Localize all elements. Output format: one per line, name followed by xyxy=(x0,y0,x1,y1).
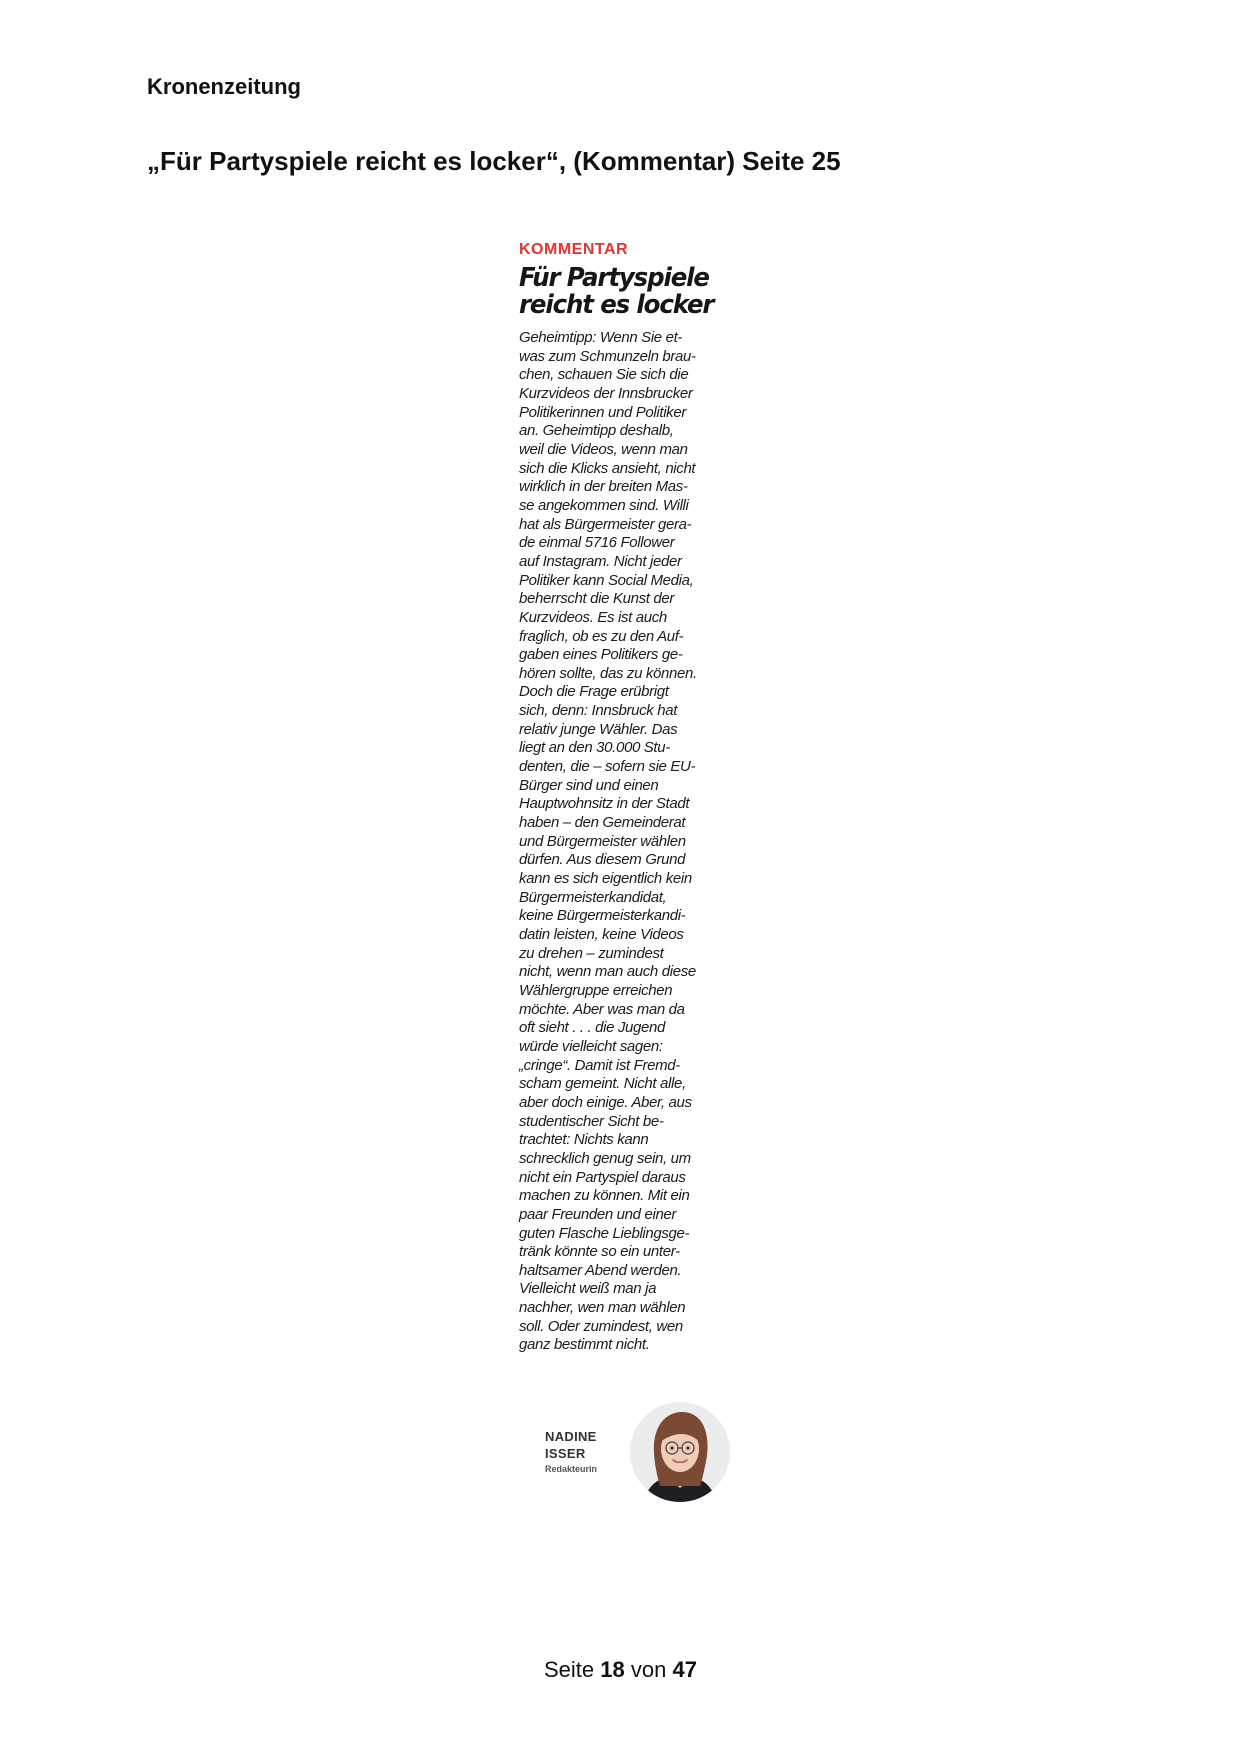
article-body-line: datin leisten, keine Videos xyxy=(519,926,684,943)
article-body-line: keine Bürgermeisterkandi- xyxy=(519,907,686,925)
article-body-line: nicht ein Partyspiel daraus xyxy=(519,1168,686,1186)
article-body-line: nachher, wen man wählen xyxy=(519,1299,686,1317)
article-body-line: wirklich in der breiten Mas- xyxy=(519,478,688,496)
author-last-name: ISSER xyxy=(545,1446,586,1461)
article-kicker: KOMMENTAR xyxy=(519,241,629,258)
article-body-line: nicht, wenn man auch diese xyxy=(519,963,696,981)
article-body-line: Bürger sind und einen xyxy=(519,776,659,794)
article-body-line: machen zu können. Mit ein xyxy=(519,1187,690,1205)
article-body-line: trachtet: Nichts kann xyxy=(519,1131,649,1149)
article-body-line: ganz bestimmt nicht. xyxy=(519,1336,650,1354)
author-role: Redakteurin xyxy=(545,1464,598,1474)
article-body-line: haben – den Gemeinderat xyxy=(519,814,686,832)
article-body-line: Politikerinnen und Politiker xyxy=(519,403,686,421)
portrait-photo-icon xyxy=(630,1402,730,1502)
article-body-line: gaben eines Politikers ge- xyxy=(519,646,683,664)
article-body-line: Hauptwohnsitz in der Stadt xyxy=(519,795,690,813)
article-body-line: scham gemeint. Nicht alle, xyxy=(519,1075,686,1093)
footer-separator: von xyxy=(630,1657,667,1682)
article-body-line: aber doch einige. Aber, aus xyxy=(519,1093,692,1111)
author-first-name: NADINE xyxy=(545,1429,597,1444)
article-body-line: guten Flasche Lieblingsge- xyxy=(519,1224,690,1242)
article-body-line: Vielleicht weiß man ja xyxy=(519,1280,657,1298)
article-body-line: weil die Videos, wenn man xyxy=(519,440,688,458)
article-body-line: an. Geheimtipp deshalb, xyxy=(519,422,674,440)
article-body-line: Politiker kann Social Media, xyxy=(519,571,694,589)
article-body-line: relativ junge Wähler. Das xyxy=(519,720,678,738)
article-body-line: kann es sich eigentlich kein xyxy=(519,870,692,888)
article-body-line: Wählergruppe erreichen xyxy=(519,981,673,999)
article-body-line: beherrscht die Kunst der xyxy=(519,590,675,608)
headline-line: reicht es locker xyxy=(519,290,714,320)
author-name xyxy=(545,1428,597,1462)
article-headline xyxy=(519,265,724,319)
article-body-line: studentischer Sicht be- xyxy=(519,1112,664,1130)
article-body-line: und Bürgermeister wählen xyxy=(519,832,686,850)
article-body-line: Kurzvideos. Es ist auch xyxy=(519,608,667,626)
article-body-line: tränk könnte so ein unter- xyxy=(519,1243,680,1261)
document-title: „Für Partyspiele reicht es locker“, (Kommentar) Seite 25 xyxy=(147,146,841,176)
article-body-line: oft sieht . . . die Jugend xyxy=(519,1019,665,1037)
article-body-line: haltsamer Abend werden. xyxy=(519,1261,682,1279)
article-body-line: „cringe“. Damit ist Fremd- xyxy=(519,1056,680,1074)
article-body-line: de einmal 5716 Follower xyxy=(519,534,675,552)
article-body-line: Bürgermeisterkandidat, xyxy=(519,888,667,906)
article-body-line: dürfen. Aus diesem Grund xyxy=(519,851,686,869)
article-body xyxy=(519,329,737,1355)
article-body-line: Doch die Frage erübrigt xyxy=(519,683,669,701)
page-footer xyxy=(0,1657,1241,1683)
article-body-line: paar Freunden und einer xyxy=(519,1205,677,1223)
current-page-number: 18 xyxy=(600,1657,625,1682)
article-body-line: möchte. Aber was man da xyxy=(519,1000,685,1018)
article-body-line: liegt an den 30.000 Stu- xyxy=(519,739,670,757)
publication-name: Kronenzeitung xyxy=(147,74,301,99)
article-body-line: Geheimtipp: Wenn Sie et- xyxy=(519,329,683,346)
author-box xyxy=(545,1400,735,1500)
headline-line: Für Partyspiele xyxy=(519,263,709,293)
article-body-line: soll. Oder zumindest, wen xyxy=(519,1317,683,1335)
article-body-line: schrecklich genug sein, um xyxy=(519,1149,691,1167)
article-body-line: auf Instagram. Nicht jeder xyxy=(519,552,682,570)
article-body-line: fraglich, ob es zu den Auf- xyxy=(519,627,684,645)
article-body-line: sich, denn: Innsbruck hat xyxy=(519,702,678,720)
article-body-line: würde vielleicht sagen: xyxy=(519,1037,663,1055)
article-body-line: denten, die – sofern sie EU- xyxy=(519,758,696,776)
article-body-line: sich die Klicks ansieht, nicht xyxy=(519,459,696,477)
article-body-line: zu drehen – zumindest xyxy=(519,944,664,962)
article-body-line: was zum Schmunzeln brau- xyxy=(519,347,696,365)
article-body-line: hat als Bürgermeister gera- xyxy=(519,515,692,533)
total-pages-number: 47 xyxy=(672,1657,697,1682)
article-body-line: se angekommen sind. Willi xyxy=(519,496,689,514)
article-body-line: hören sollte, das zu können. xyxy=(519,664,697,682)
article-body-line: Kurzvideos der Innsbrucker xyxy=(519,384,693,402)
article-body-line: chen, schauen Sie sich die xyxy=(519,366,689,384)
footer-prefix: Seite xyxy=(544,1657,595,1682)
article-clipping xyxy=(519,240,737,1355)
